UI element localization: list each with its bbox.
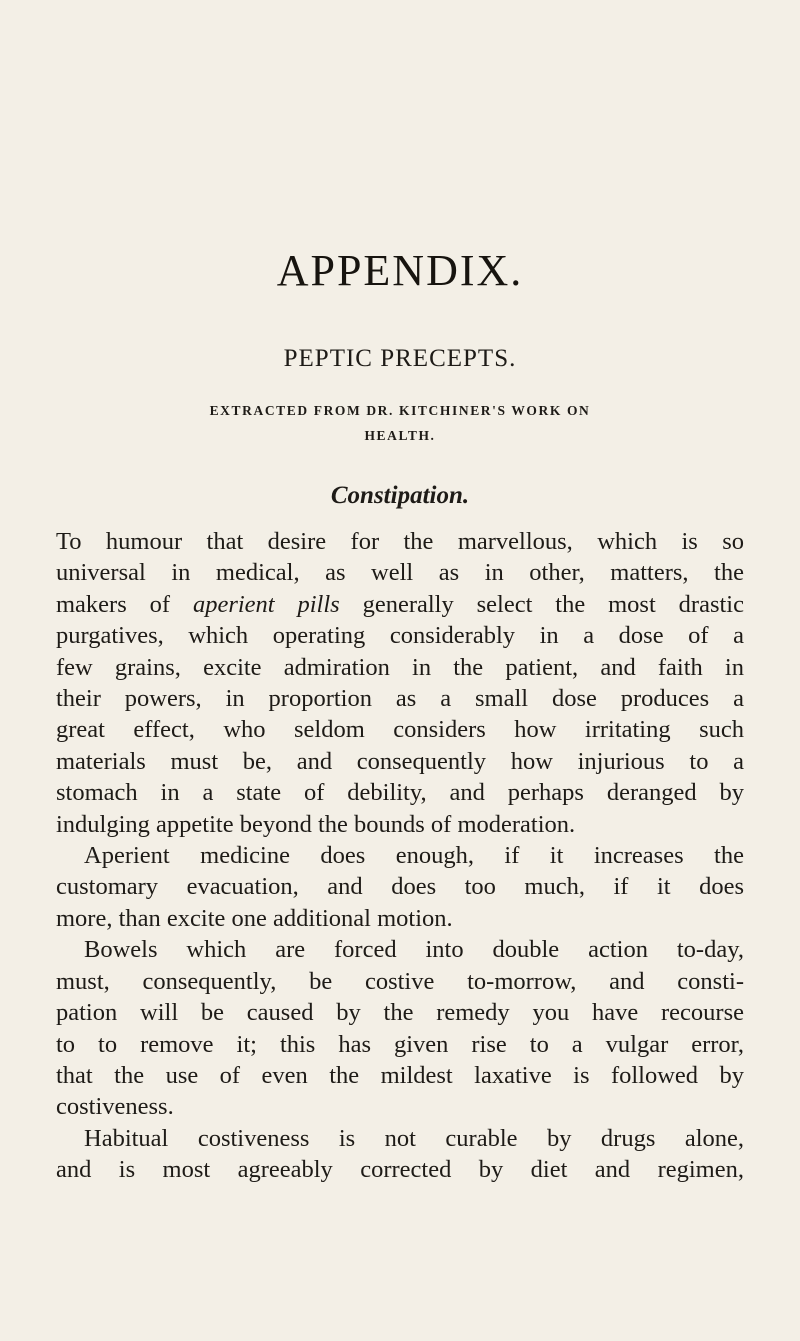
text-line: universal in medical, as well as in other, matters, the bbox=[56, 559, 744, 587]
text-line: customary evacuation, and does too much, if it does bbox=[56, 873, 744, 901]
text-line: to to remove it; this has given rise to a vulgar error, bbox=[56, 1030, 744, 1058]
text-line: materials must be, and consequently how injurious to a bbox=[56, 747, 744, 775]
source-line-1: EXTRACTED FROM DR. KITCHINER'S WORK ON bbox=[209, 403, 591, 418]
appendix-title: APPENDIX. bbox=[276, 246, 524, 295]
text-line: indulging appetite beyond the bounds of moderation. bbox=[56, 810, 576, 838]
text-line: more, than excite one additional motion. bbox=[56, 904, 453, 932]
section-title: Constipation. bbox=[330, 482, 470, 509]
text-line: purgatives, which operating considerably in a dose of a bbox=[56, 622, 744, 650]
text-line: Bowels which are forced into double action to-day, bbox=[84, 936, 744, 964]
text-fragment: generally select the most drastic bbox=[339, 590, 744, 618]
source-line-2: HEALTH. bbox=[364, 428, 436, 443]
text-line: few grains, excite admiration in the patient, and faith in bbox=[56, 653, 744, 681]
text-line: pation will be caused by the remedy you have recourse bbox=[56, 999, 744, 1027]
text-line: must, consequently, be costive to-morrow, and consti- bbox=[56, 967, 744, 995]
text-line bbox=[56, 589, 744, 620]
text-line: that the use of even the mildest laxative is followed by bbox=[56, 1061, 744, 1089]
text-fragment: makers of bbox=[56, 590, 193, 618]
body-text bbox=[56, 526, 744, 1186]
chapter-subtitle: PEPTIC PRECEPTS. bbox=[283, 345, 517, 372]
text-line: great effect, who seldom considers how irritating such bbox=[56, 716, 744, 744]
text-line: stomach in a state of debility, and perhaps deranged by bbox=[56, 779, 744, 807]
italic-phrase: aperient pills bbox=[192, 590, 340, 618]
text-line: and is most agreeably corrected by diet and regimen, bbox=[56, 1156, 744, 1184]
text-line: To humour that desire for the marvellous, which is so bbox=[56, 528, 744, 555]
text-line: Aperient medicine does enough, if it increases the bbox=[84, 842, 744, 870]
text-line: Habitual costiveness is not curable by drugs alone, bbox=[84, 1124, 744, 1152]
text-line: costiveness. bbox=[56, 1093, 174, 1121]
text-line: their powers, in proportion as a small dose produces a bbox=[56, 685, 744, 713]
